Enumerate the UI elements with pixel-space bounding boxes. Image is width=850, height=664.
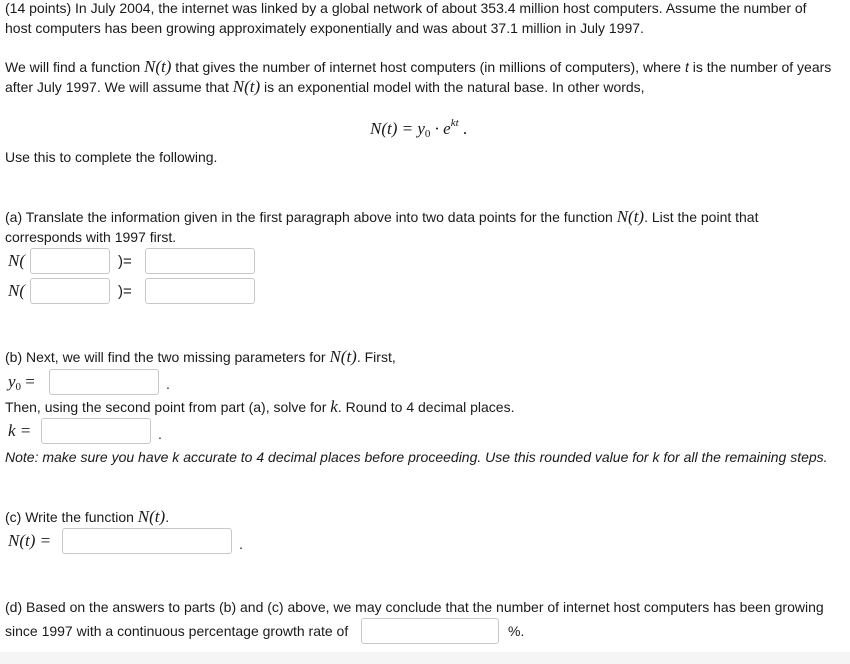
setup-text: We will find a function	[5, 59, 145, 75]
formula-exponent: kt	[450, 117, 459, 129]
k-input[interactable]	[41, 418, 151, 444]
part-a-line-1	[5, 207, 758, 227]
part-b-text: . Round to 4 decimal places.	[337, 399, 515, 415]
point2-open-label: N(	[8, 281, 25, 300]
variable-t: t	[685, 59, 689, 75]
part-a-text: (a) Translate the information given in the first paragraph above into two data points for the function	[5, 209, 617, 225]
part-b-line-2	[5, 397, 514, 417]
setup-text: is the number of years	[688, 59, 832, 75]
k-label: k =	[8, 421, 32, 440]
variable-k: k	[330, 397, 338, 416]
function-n-t: N(t)	[329, 347, 357, 366]
formula-sub: 0	[424, 128, 431, 140]
y0-var: y	[8, 372, 16, 391]
formula-end: .	[458, 119, 468, 138]
point1-open-label: N(	[8, 251, 25, 270]
intro-line-1: (14 points) In July 2004, the internet was linked by a global network of about 353.4 million host computers. Assume the number of	[5, 0, 807, 16]
part-b-text: (b) Next, we will find the two missing parameters for	[5, 349, 330, 365]
part-a-line-2: corresponds with 1997 first.	[5, 229, 177, 245]
setup-text: after July 1997. We will assume that	[5, 79, 233, 95]
point1-n-input[interactable]	[145, 248, 255, 274]
formula-base: · e	[430, 119, 451, 138]
part-b-text: . First,	[356, 349, 396, 365]
setup-line-1	[5, 57, 831, 77]
setup-text: that gives the number of internet host computers (in millions of computers), where	[171, 59, 685, 75]
growth-rate-input[interactable]	[361, 618, 499, 644]
function-n-t: N(t)	[232, 77, 261, 96]
point2-t-input[interactable]	[30, 278, 110, 304]
function-n-t: N(t)	[616, 207, 645, 226]
part-b-line-1	[5, 347, 396, 367]
point2-close-label: )=	[118, 283, 132, 300]
y0-eq: =	[21, 372, 35, 391]
function-n-t: N(t)	[144, 57, 172, 76]
function-n-t: N(t)	[137, 507, 166, 526]
instruction: Use this to complete the following.	[5, 149, 218, 165]
percent-sign: %.	[508, 623, 525, 639]
point2-n-input[interactable]	[145, 278, 255, 304]
function-label: N(t) =	[8, 531, 52, 550]
y0-period: .	[166, 376, 170, 392]
part-b-note: Note: make sure you have k accurate to 4 decimal places before proceeding. Use this rounded value for k for all the remaining steps.	[5, 449, 828, 465]
part-c-text: (c) Write the function	[5, 509, 138, 525]
point1-close-label: )=	[118, 253, 132, 270]
y0-sub: 0	[15, 381, 22, 393]
y0-label	[8, 372, 35, 397]
part-c-text: .	[165, 509, 170, 525]
k-period: .	[158, 426, 162, 442]
function-period: .	[239, 536, 243, 552]
intro-line-2: host computers has been growing approximately exponentially and was about 37.1 million in July 1997.	[5, 20, 644, 36]
y0-input[interactable]	[49, 369, 159, 395]
setup-line-2	[5, 77, 645, 97]
setup-text: is an exponential model with the natural base. In other words,	[260, 79, 645, 95]
part-c-line-1	[5, 507, 169, 527]
part-d-line-2: since 1997 with a continuous percentage growth rate of	[5, 623, 349, 639]
part-a-text: . List the point that	[644, 209, 759, 225]
point1-t-input[interactable]	[30, 248, 110, 274]
function-input[interactable]	[62, 528, 232, 554]
part-b-text: Then, using the second point from part (a), solve for	[5, 399, 331, 415]
formula-lhs: N(t) = y	[370, 119, 425, 138]
model-formula	[370, 113, 467, 144]
part-d-line-1: (d) Based on the answers to parts (b) and (c) above, we may conclude that the number of internet host computers has been growing	[5, 599, 824, 615]
